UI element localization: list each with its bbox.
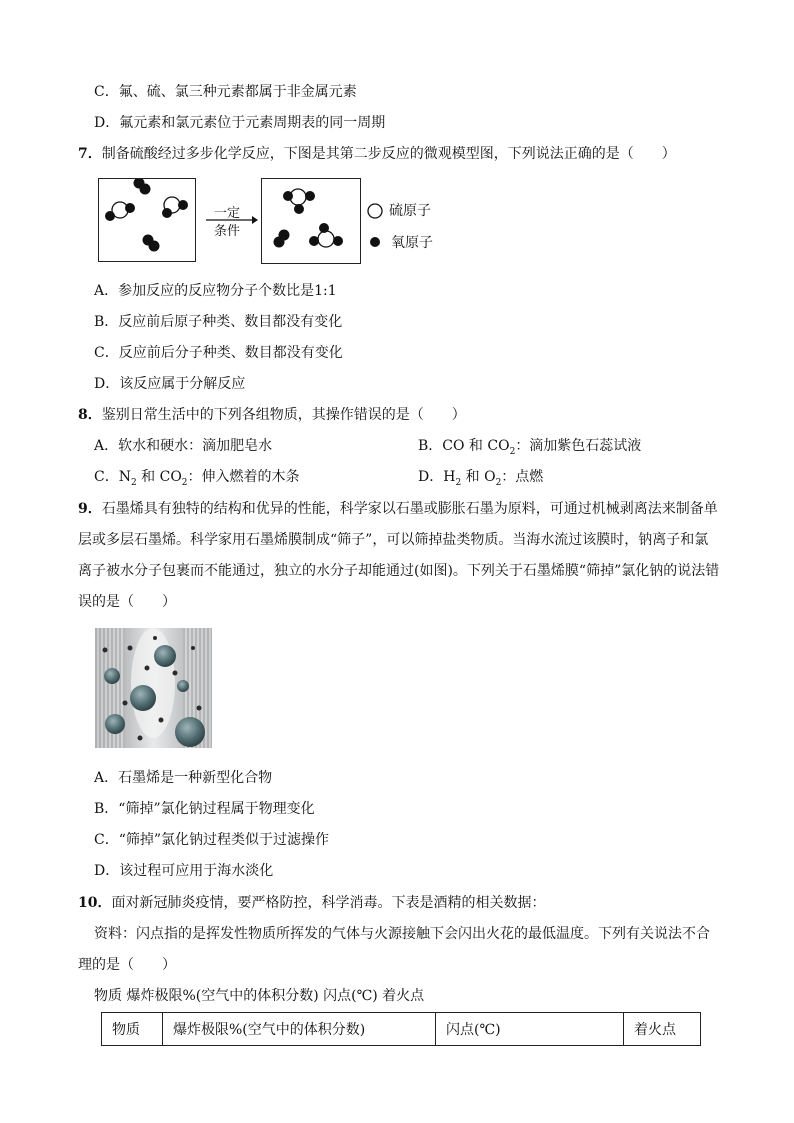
q7-stem [78, 145, 676, 163]
oxygen-atom [283, 191, 293, 201]
q8-text: 鉴别日常生活中的下列各组物质，其操作错误的是（ ） [101, 407, 466, 423]
q8-c-text: C．N [94, 469, 131, 485]
q8-d-text-2: 和 O [461, 469, 496, 485]
q6-option-c: C．氟、硫、氯三种元素都属于非金属元素 [94, 84, 357, 100]
q9-stem-line-3: 离子被水分子包裹而不能通过，独立的水分子却能通过(如图)。下列关于石墨烯膜“筛掉”氯化钠的说法错 [78, 563, 720, 579]
oxygen-atom [149, 241, 160, 252]
q8-d-text-3: ：点燃 [501, 469, 544, 485]
sulfur-legend-icon [368, 204, 382, 218]
q7-text: 制备硫酸经过多步化学反应，下图是其第二步反应的微观模型图，下列说法正确的是（ ） [101, 146, 676, 162]
oxygen-atom [125, 203, 135, 213]
oxygen-atom [162, 208, 172, 218]
q7-option-a: A．参加反应的反应物分子个数比是1:1 [94, 283, 337, 299]
q9-stem-line-1 [78, 500, 718, 518]
ion-cluster [104, 668, 120, 684]
arrow-label-top: 一定 [213, 206, 240, 221]
q8-b-text-2: ：滴加紫色石蕊试液 [515, 438, 642, 454]
q9-option-b: B．“筛掉”氯化钠过程属于物理变化 [94, 801, 315, 817]
reactant-box [98, 178, 196, 262]
q8-d-sub1: 2 [455, 477, 462, 488]
q10-number: 10． [78, 895, 112, 911]
q7-option-b: B．反应前后原子种类、数目都没有变化 [94, 314, 343, 330]
q10-text: 面对新冠肺炎疫情，要严格防控，科学消毒。下表是酒精的相关数据： [111, 895, 546, 911]
q8-c-text-3: ：伸入燃着的木条 [187, 469, 300, 485]
q8-option-b [418, 437, 641, 461]
q10-table-caption: 物质 爆炸极限%(空气中的体积分数) 闪点(℃) 着火点 [94, 988, 425, 1004]
sulfur-atom [318, 231, 334, 247]
reactant-molecules [99, 179, 195, 261]
q8-d-text: D．H [418, 469, 456, 485]
table-header-cell: 闪点(℃) [436, 1013, 624, 1046]
ion-cluster [105, 714, 125, 734]
oxygen-atom [319, 223, 329, 233]
q9-stem-line-2: 层或多层石墨烯。科学家用石墨烯膜制成“筛子”，可以筛掉盐类物质。当海水流过该膜时，钠离子和氯 [78, 532, 709, 548]
table-header-cell: 物质 [102, 1013, 163, 1046]
table-header-cell: 爆炸极限%(空气中的体积分数) [163, 1013, 436, 1046]
q8-number: 8． [78, 407, 102, 423]
q9-option-d: D．该过程可应用于海水淡化 [94, 863, 274, 879]
ion-cluster [175, 717, 205, 747]
q6-option-d: D．氟元素和氯元素位于元素周期表的同一周期 [94, 115, 386, 131]
q10-material-line-2: 理的是（ ） [78, 957, 176, 973]
table-header-row [102, 1013, 701, 1046]
graphene-membrane-image [95, 628, 212, 748]
table-header-cell: 着火点 [624, 1013, 701, 1046]
alcohol-data-table [101, 1012, 701, 1046]
q9-option-a: A．石墨烯是一种新型化合物 [94, 770, 273, 786]
q8-option-d [418, 468, 543, 492]
q8-b-sub: 2 [509, 446, 516, 457]
product-box [261, 178, 361, 264]
q8-c-sub1: 2 [130, 477, 137, 488]
q8-c-sub2: 2 [181, 477, 188, 488]
q9-option-c: C．“筛掉”氯化钠过程类似于过滤操作 [94, 832, 330, 848]
oxygen-atom [333, 236, 343, 246]
q9-text-1: 石墨烯具有独特的结构和优异的性能，科学家以石墨或膨胀石墨为原料，可通过机械剥离法来制备单 [101, 501, 718, 517]
ion-cluster [154, 645, 176, 667]
q9-number: 9． [78, 501, 102, 517]
oxygen-atom [140, 184, 151, 195]
oxygen-atom [305, 191, 315, 201]
q10-material-line-1: 资料：闪点指的是挥发性物质所挥发的气体与火源接触下会闪出火花的最低温度。下列有关说法不合 [94, 926, 710, 942]
arrow-label-bottom: 条件 [213, 224, 240, 239]
q8-b-text: B．CO 和 CO [418, 438, 510, 454]
legend-symbols [366, 202, 384, 252]
q8-d-sub2: 2 [495, 477, 502, 488]
oxygen-atom [309, 236, 319, 246]
oxygen-legend-icon [370, 237, 380, 247]
product-molecules [262, 179, 360, 263]
oxygen-atom [178, 200, 188, 210]
oxygen-atom [294, 204, 304, 214]
q7-option-c: C．反应前后分子种类、数目都没有变化 [94, 345, 343, 361]
q7-number: 7． [78, 146, 102, 162]
q7-option-d: D．该反应属于分解反应 [94, 376, 246, 392]
legend-oxygen-label: 氧原子 [391, 235, 433, 251]
oxygen-atom [274, 237, 285, 248]
oxygen-atom [105, 211, 115, 221]
q10-stem [78, 894, 545, 912]
q8-c-text-2: 和 CO [136, 469, 182, 485]
ion-cluster [177, 680, 189, 692]
ion-cluster [130, 685, 156, 711]
q8-option-c [94, 468, 300, 492]
q9-stem-line-4: 误的是（ ） [78, 594, 176, 610]
q8-stem [78, 406, 466, 424]
q8-option-a: A．软水和硬水：滴加肥皂水 [94, 438, 273, 454]
graphene-illustration [95, 628, 212, 748]
legend-sulfur-label: 硫原子 [389, 203, 431, 219]
